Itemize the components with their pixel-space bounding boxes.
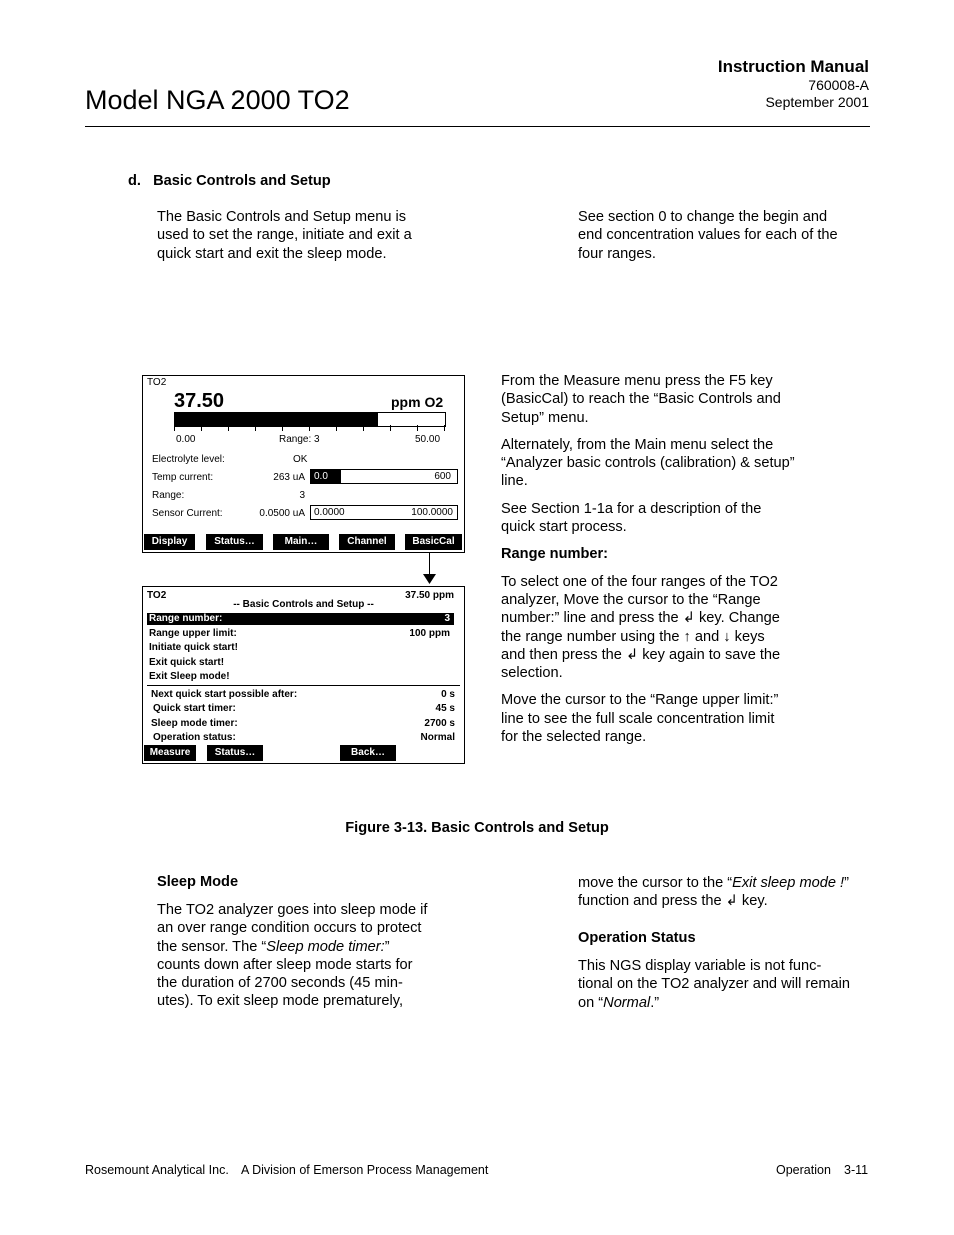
text-line: tional on the TO2 analyzer and will remain [578,976,851,993]
screen-title: -- Basic Controls and Setup -- [233,599,374,610]
paragraph [501,691,831,746]
f4-channel-key[interactable]: Channel [339,534,395,550]
text-line: the duration of 2700 seconds (45 min- [157,975,403,992]
status-value: 2700 s [424,718,455,729]
f1-display-key[interactable]: Display [144,534,195,550]
figure-caption: Figure 3-13. Basic Controls and Setup [345,820,609,836]
scale-max: 50.00 [415,434,441,445]
text-line: counts down after sleep mode starts for [157,956,413,973]
text-line: See section 0 to change the begin and [578,209,828,225]
footer-company: Rosemount Analytical Inc. [85,1163,229,1177]
text-line: To select one of the four ranges of the TO2 [501,573,778,590]
menu-item-exit-sleep-mode[interactable]: Exit Sleep mode! [149,671,230,682]
text-line: (BasicCal) to reach the “Basic Controls and [501,391,781,408]
text-line: an over range condition occurs to protect [157,920,422,937]
right-column [501,372,831,746]
bar-max: 100.0000 [411,507,453,518]
sleep-mode-heading: Sleep Mode [157,874,239,890]
menu-value: 100 ppm [409,628,450,639]
text-line [578,994,878,1012]
text-span: on “ [578,994,604,1011]
manual-title: Instruction Manual [717,57,869,76]
text-line: quick start process. [501,519,627,536]
f3-main-key[interactable]: Main… [273,534,329,550]
text-line: Alternately, from the Main menu select the [501,436,774,453]
text-line: The TO2 analyzer goes into sleep mode if [157,902,428,918]
f2-status-key[interactable]: Status… [206,534,263,550]
footer-division: A Division of Emerson Process Management [241,1163,489,1177]
status-value: 45 s [435,703,455,714]
text-line: used to set the range, initiate and exit a [157,227,412,244]
status-label: Operation status: [153,732,236,743]
emphasis-text: Exit sleep mode ! [732,875,845,891]
menu-label: Range upper limit: [149,628,237,639]
text-span: move the cursor to the “ [578,875,733,891]
model-title: Model NGA 2000 TO2 [85,85,350,115]
sleep-mode-text [157,901,457,1011]
row-label: Range: [152,490,185,501]
text-line: for the selected range. [501,729,647,746]
scale-min: 0.00 [176,434,196,445]
sleep-mode-text-continued [578,874,878,911]
text-line: end concentration values for each of the [578,227,838,244]
intro-right [578,208,838,263]
text-line: and then press the ↲ key again to save the [501,646,781,663]
row-value: OK [293,454,308,465]
measure-bar-ticks [174,425,446,432]
text-line: the range number using the ↑ and ↓ keys [501,628,765,645]
operation-status-heading: Operation Status [578,930,696,946]
text-span: the sensor. The “ [157,938,267,955]
screen-label: TO2 [147,377,167,388]
measure-screen [142,375,465,553]
screen-value: 37.50 ppm [405,590,454,601]
text-line [578,874,878,892]
measure-value: 37.50 [174,390,225,412]
text-line: analyzer, Move the cursor to the “Range [501,591,761,608]
row-value: 3 [299,490,305,501]
text-line: four ranges. [578,245,656,262]
text-line: See Section 1-1a for a description of the [501,500,762,517]
text-line: Setup” menu. [501,409,589,426]
emphasis-text: Sleep mode timer: [266,938,385,955]
f5-basiccal-key[interactable]: BasicCal [405,534,462,550]
status-value: Normal [420,732,455,743]
text-line: Move the cursor to the “Range upper limit:” [501,692,779,709]
status-label: Next quick start possible after: [151,689,298,700]
range-number-heading: Range number: [501,546,609,563]
paragraph [501,372,831,427]
row-label: Temp current: [152,472,214,483]
temp-current-bar [310,469,458,484]
status-label: Quick start timer: [153,703,236,714]
basic-controls-screen [142,586,465,764]
status-label: Sleep mode timer: [151,718,238,729]
text-line: The Basic Controls and Setup menu is [157,209,407,225]
menu-value: 3 [444,613,450,624]
text-line: quick start and exit the sleep mode. [157,245,387,262]
text-line: line. [501,473,528,490]
text-line: line to see the full scale concentration limit [501,710,775,727]
text-line: From the Measure menu press the F5 key [501,373,773,389]
text-span: .” [650,994,660,1011]
text-line: This NGS display variable is not func- [578,958,822,974]
intro-left [157,208,412,263]
f1-measure-key[interactable]: Measure [144,745,196,761]
row-value: 263 uA [273,472,305,483]
paragraph [501,573,831,683]
menu-item-exit-quick-start[interactable]: Exit quick start! [149,657,225,668]
text-line: “Analyzer basic controls (calibration) & setup” [501,455,795,472]
screen-divider [147,685,460,686]
menu-label: Range number: [149,613,223,624]
text-line: selection. [501,665,563,682]
measure-unit: ppm O2 [391,394,444,410]
text-line: function and press the ↲ key. [578,893,768,910]
down-arrow-icon [420,552,440,586]
paragraph [501,436,831,491]
doc-number: 760008-A [808,77,869,93]
text-line [157,938,457,956]
f2-status-key[interactable]: Status… [207,745,263,761]
scale-range: Range: 3 [279,434,320,445]
text-line: number:” line and press the ↲ key. Change [501,610,780,627]
footer-section: Operation [776,1163,831,1177]
header-rule [85,126,870,127]
operation-status-text [578,957,878,1012]
text-line: utes). To exit sleep mode prematurely, [157,993,404,1010]
row-label: Sensor Current: [152,508,223,519]
menu-item-range-number[interactable] [147,613,454,625]
section-heading: d. Basic Controls and Setup [128,173,331,189]
row-label: Electrolyte level: [152,454,225,465]
doc-date: September 2001 [765,94,869,110]
manual-header [718,57,869,111]
paragraph [501,500,831,537]
f4-back-key[interactable]: Back… [340,745,396,761]
menu-item-initiate-quick-start[interactable]: Initiate quick start! [149,642,238,653]
bar-min: 0.0000 [314,507,345,518]
row-value: 0.0500 uA [259,508,305,519]
text-span: ” [844,875,849,891]
sensor-current-bar [310,505,458,520]
emphasis-text: Normal [603,994,651,1011]
text-span: ” [384,938,390,955]
page-number: 3-11 [844,1163,869,1177]
status-value: 0 s [441,689,455,700]
bar-min: 0.0 [314,471,328,482]
screen-label: TO2 [147,590,167,601]
bar-max: 600 [434,471,451,482]
menu-item-range-upper-limit[interactable] [147,628,454,640]
